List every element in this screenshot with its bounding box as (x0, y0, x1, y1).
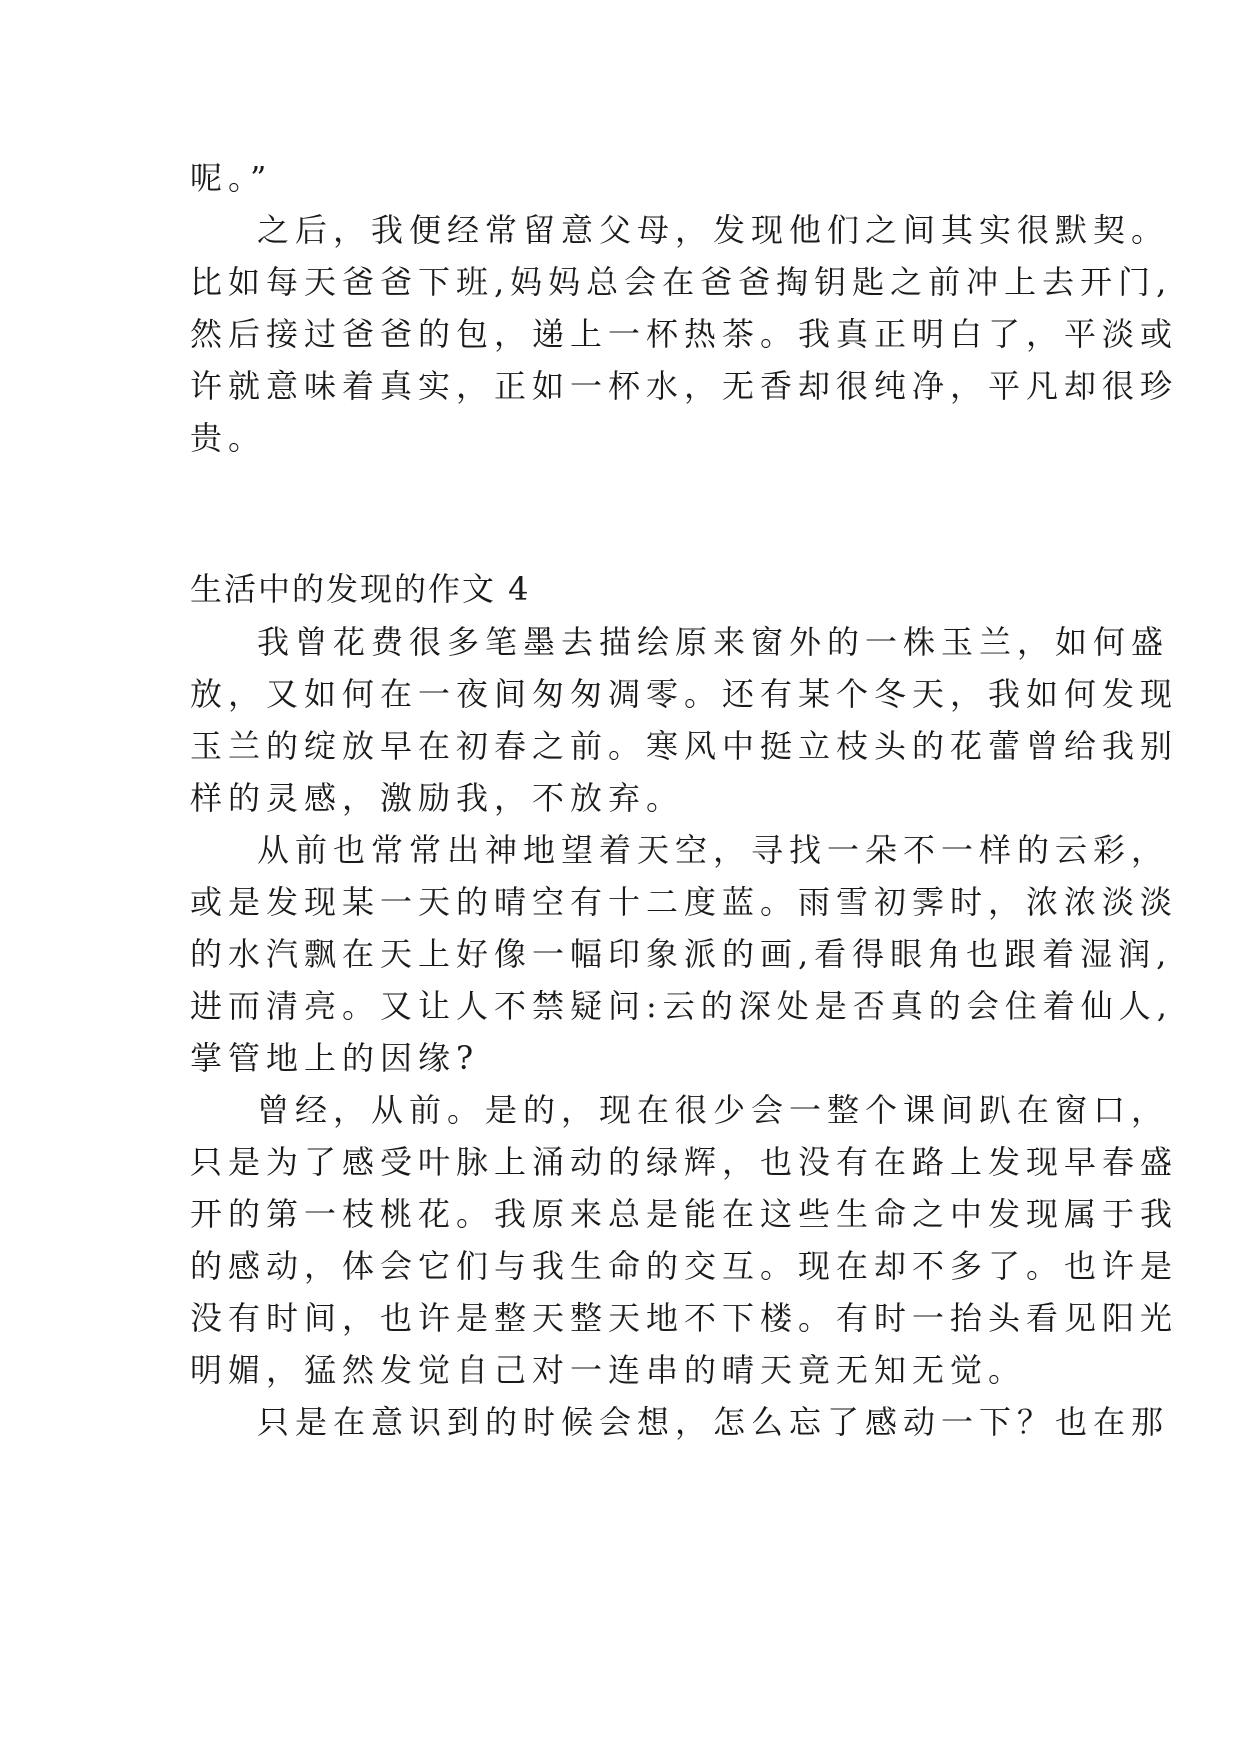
paragraph-line: 之后，我便经常留意父母，发现他们之间其实很默契。 (257, 211, 1170, 249)
paragraph-line: 放，又如何在一夜间匆匆凋零。还有某个冬天，我如何发现 (190, 675, 1179, 713)
paragraph-line: 呢。” (190, 159, 273, 197)
paragraph-line: 曾经，从前。是的，现在很少会一整个课间趴在窗口， (257, 1091, 1170, 1129)
paragraph-line: 没有时间，也许是整天整天地不下楼。有时一抬头看见阳光 (190, 1299, 1179, 1337)
paragraph-line: 从前也常常出神地望着天空，寻找一朵不一样的云彩， (257, 831, 1170, 869)
paragraph-line: 的水汽飘在天上好像一幅印象派的画,看得眼角也跟着湿润, (190, 935, 1173, 973)
paragraph-line: 明媚，猛然发觉自己对一连串的晴天竟无知无觉。 (190, 1351, 1027, 1389)
paragraph-line: 样的灵感，激励我，不放弃。 (190, 779, 685, 817)
paragraph-line: 开的第一枝桃花。我原来总是能在这些生命之中发现属于我 (190, 1195, 1179, 1233)
paragraph-line: 进而清亮。又让人不禁疑问:云的深处是否真的会住着仙人, (190, 987, 1173, 1025)
paragraph-line: 贵。 (190, 419, 267, 457)
paragraph-line: 只是在意识到的时候会想，怎么忘了感动一下？也在那 (257, 1403, 1170, 1441)
paragraph-line: 或是发现某一天的晴空有十二度蓝。雨雪初霁时，浓浓淡淡 (190, 883, 1179, 921)
paragraph-line: 许就意味着真实，正如一杯水，无香却很纯净，平凡却很珍 (190, 367, 1179, 405)
paragraph-line: 比如每天爸爸下班,妈妈总会在爸爸掏钥匙之前冲上去开门, (190, 263, 1173, 301)
paragraph-line: 的感动，体会它们与我生命的交互。现在却不多了。也许是 (190, 1247, 1179, 1285)
paragraph-line: 只是为了感受叶脉上涌动的绿辉，也没有在路上发现早春盛 (190, 1143, 1179, 1181)
paragraph-line: 我曾花费很多笔墨去描绘原来窗外的一株玉兰，如何盛 (257, 623, 1170, 661)
paragraph-line: 然后接过爸爸的包，递上一杯热茶。我真正明白了，平淡或 (190, 315, 1179, 353)
paragraph-line: 掌管地上的因缘? (190, 1039, 480, 1077)
essay-title: 生活中的发现的作文 4 (190, 570, 531, 608)
paragraph-line: 玉兰的绽放早在初春之前。寒风中挺立枝头的花蕾曾给我别 (190, 727, 1179, 765)
